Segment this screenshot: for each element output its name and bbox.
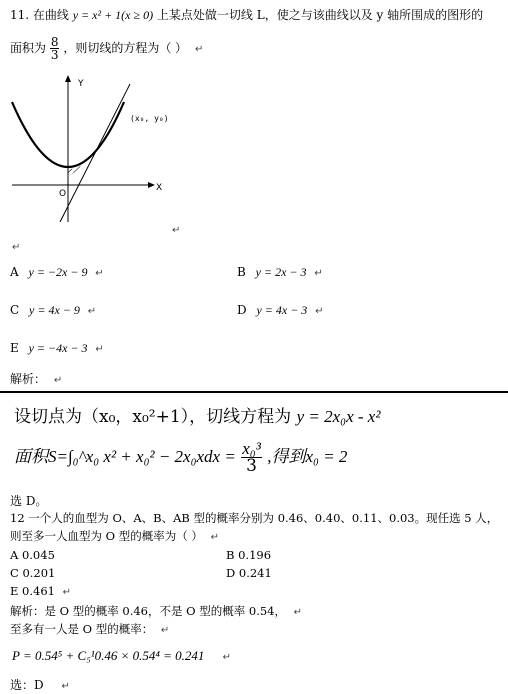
solution-fraction xyxy=(241,440,262,475)
section-divider xyxy=(0,391,508,393)
q11-option-a[interactable] xyxy=(10,265,104,280)
q12-option-c[interactable]: C 0.201 xyxy=(10,566,56,580)
analysis-text: 解析：是 O 型的概率 0.46，不是 O 型的概率 0.54， xyxy=(10,604,286,618)
x-axis-arrow-icon xyxy=(148,182,155,188)
q11-option-e[interactable] xyxy=(10,341,104,356)
option-expr: y = 2x − 3 xyxy=(255,265,307,279)
return-mark-icon: ↵ xyxy=(87,306,97,317)
solution-fraction-den: 3 xyxy=(246,456,257,476)
q11-solution-line2 xyxy=(14,440,347,475)
q12-analysis-line2 xyxy=(10,621,169,637)
return-mark-icon: ↵ xyxy=(53,375,63,386)
q11-analysis-label xyxy=(10,370,62,387)
q11-line2-a: 面积为 xyxy=(10,41,47,55)
return-mark-icon: ↵ xyxy=(222,652,231,663)
return-mark-icon: ↵ xyxy=(314,268,323,279)
solution-text: 设切点为（x₀，x₀²+1），切线方程为 xyxy=(14,407,292,427)
option-letter: E xyxy=(10,341,19,355)
q11-answer: 选 D。 xyxy=(10,494,48,508)
option-letter: B xyxy=(237,265,246,279)
q11-curve-expr: y = x² + 1(x ≥ 0) xyxy=(72,8,154,22)
return-mark-icon: ↵ xyxy=(95,268,104,279)
solution-fraction-num: x₀³ xyxy=(242,439,261,458)
q11-option-c[interactable] xyxy=(10,303,96,318)
solution-area-expr: 面积S=∫₀^x₀ x² + x₀² − 2x₀xdx = xyxy=(14,447,236,466)
probability-formula: P = 0.54⁵ + C₅¹0.46 × 0.54⁴ = 0.241 xyxy=(12,648,205,663)
return-mark-icon: ↵ xyxy=(61,681,70,692)
q12-line2 xyxy=(10,528,219,544)
q11-graph xyxy=(10,72,170,232)
q12-line2-text: 则至多一人血型为 O 型的概率为（ ） xyxy=(10,529,203,543)
analysis-label-text: 解析： xyxy=(10,372,47,386)
q11-line1-b: 上某点处做一切线 L，使之与该曲线以及 y 轴所围成的图形的 xyxy=(156,8,484,22)
answer-text: 选：D xyxy=(10,678,44,692)
return-mark-icon: ↵ xyxy=(172,225,181,236)
q11-area-fraction xyxy=(50,36,60,61)
option-expr: y = −4x − 3 xyxy=(28,341,88,355)
q12-option-e[interactable] xyxy=(10,584,71,598)
q11-area-den: 3 xyxy=(50,48,59,62)
option-expr: y = 4x − 3 xyxy=(256,303,308,317)
option-letter: A xyxy=(10,265,19,279)
point-label: (x₀, y₀) xyxy=(130,114,169,123)
q12-option-a[interactable]: A 0.045 xyxy=(10,548,55,562)
y-axis-arrow-icon xyxy=(65,75,71,82)
q11-area-num: 8 xyxy=(50,35,59,49)
option-text: E 0.461 xyxy=(10,584,55,598)
option-expr: y = 4x − 9 xyxy=(29,303,80,317)
y-axis-label: Y xyxy=(78,79,84,89)
q12-option-d[interactable]: D 0.241 xyxy=(226,566,272,580)
option-letter: D xyxy=(237,303,247,317)
return-mark-icon: ↵ xyxy=(210,532,219,543)
q11-solution-line1 xyxy=(14,402,380,427)
return-mark-icon: ↵ xyxy=(62,587,72,598)
return-mark-icon: ↵ xyxy=(315,306,324,317)
return-mark-icon: ↵ xyxy=(293,607,303,618)
q11-line2 xyxy=(10,36,203,61)
analysis-text: 至多有一人是 O 型的概率： xyxy=(10,622,154,636)
q11-line1-a: 11. 在曲线 xyxy=(10,8,69,22)
q11-option-d[interactable] xyxy=(237,303,324,318)
q11-line2-b: ，则切线的方程为（ ） xyxy=(63,41,188,55)
solution-result: ,得到x₀ = 2 xyxy=(267,447,348,466)
q11-option-b[interactable] xyxy=(237,265,323,280)
option-letter: C xyxy=(10,303,20,317)
solution-tangent-expr: y = 2x₀x - x² xyxy=(296,407,381,426)
q11-line1 xyxy=(10,6,483,23)
tangent-line xyxy=(60,84,130,222)
origin-label: O xyxy=(59,189,67,199)
x-axis-label: X xyxy=(156,183,163,193)
return-mark-icon: ↵ xyxy=(160,625,170,636)
return-mark-icon: ↵ xyxy=(95,344,104,355)
q12-option-b[interactable]: B 0.196 xyxy=(226,548,272,562)
q12-analysis-line1 xyxy=(10,603,302,619)
option-expr: y = −2x − 9 xyxy=(28,265,88,279)
q12-line1: 12 一个人的血型为 O、A、B、AB 型的概率分别为 0.46、0.40、0.11、0.03。现任选 5 人， xyxy=(10,511,499,525)
q12-answer xyxy=(10,676,70,693)
return-mark-icon: ↵ xyxy=(12,242,21,253)
q12-formula xyxy=(12,648,231,664)
return-mark-icon: ↵ xyxy=(194,44,204,55)
